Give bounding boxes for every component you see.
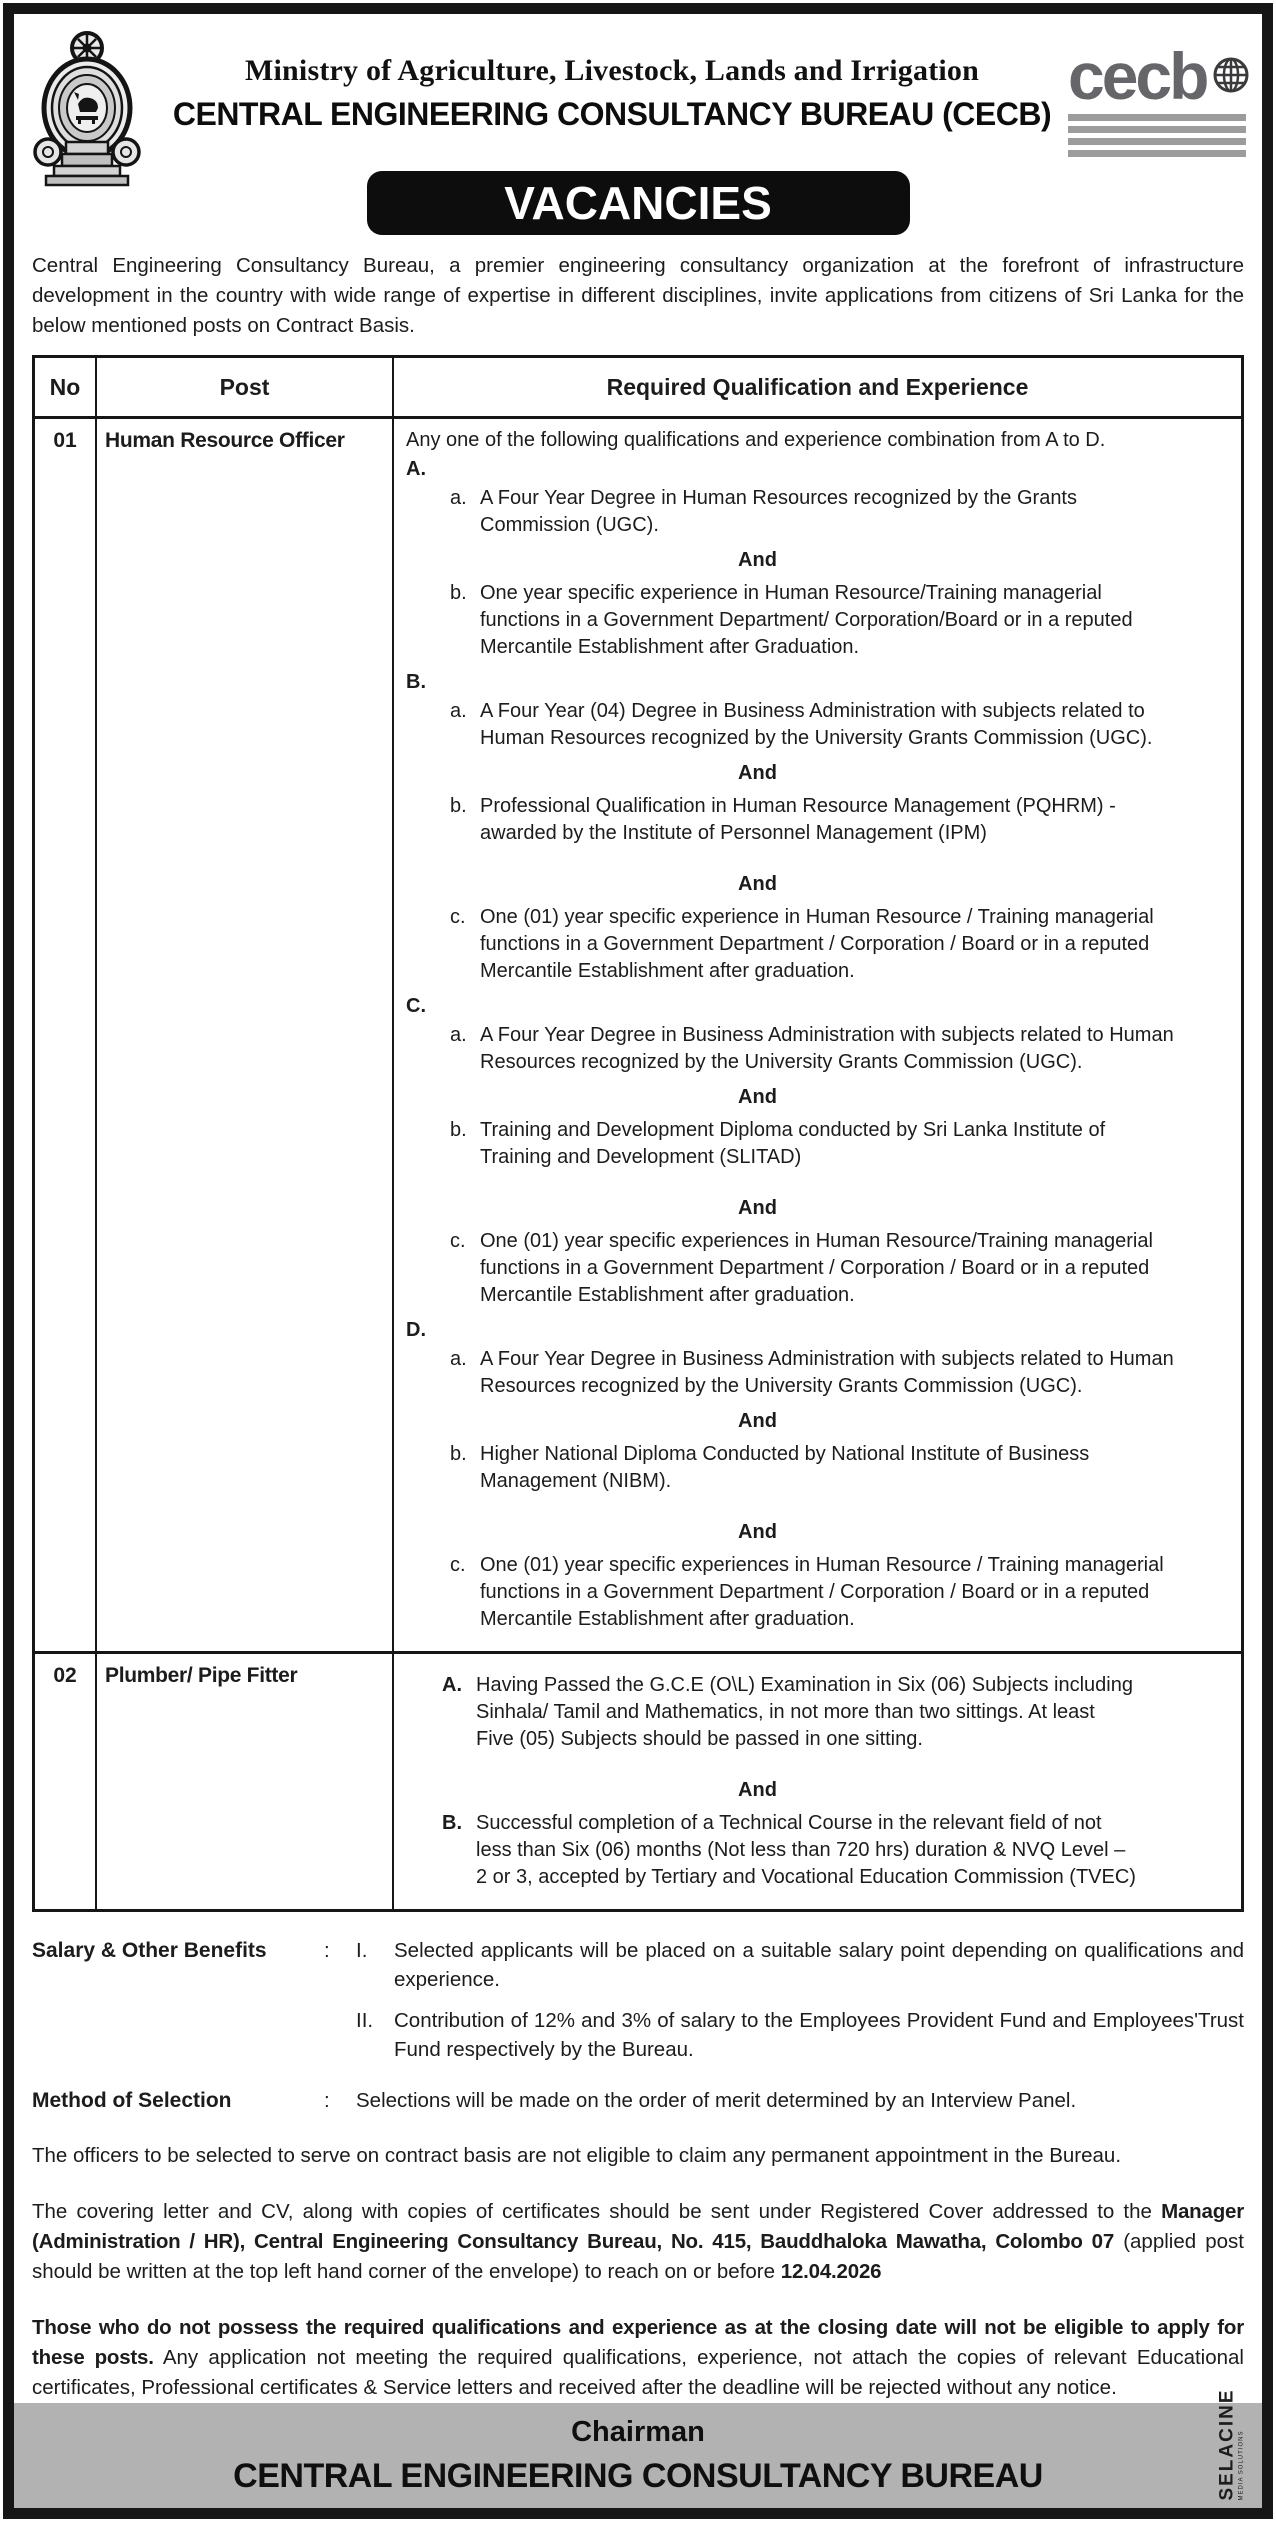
qualification-item [450, 1552, 1229, 1633]
item-marker: B. [442, 1812, 462, 1834]
qualification-item [450, 1228, 1229, 1309]
item-text: Professional Qualification in Human Resource Management (PQHRM) -awarded by the Institute of Personnel Management (IPM) [480, 795, 1116, 844]
item-marker: b. [450, 1443, 467, 1465]
globe-icon [1212, 56, 1250, 99]
row-no: 01 [35, 419, 97, 1651]
qualification-item [442, 1672, 1229, 1753]
signatory: Chairman [571, 2415, 705, 2448]
item-text: One (01) year specific experiences in Human Resource/Training managerial functions in a Government Department / Corporation / Board or in a reputed Mercantile Establishment after graduation. [480, 1230, 1153, 1306]
and-divider: And [738, 873, 777, 895]
disqualification-rest: Any application not meeting the required qualifications, experience, not attach the copies of relevant Educational certificates, Professional certificates & Service letters and received after the deadline will be rejected without any notice. [32, 2346, 1244, 2399]
and-divider: And [738, 1779, 777, 1801]
disqualification-paragraph [32, 2313, 1244, 2403]
item-marker: b. [450, 795, 467, 817]
item-marker: c. [450, 906, 466, 928]
table-row [35, 419, 1241, 1651]
agency-credit [1218, 2381, 1245, 2520]
column-header-no: No [35, 358, 97, 416]
item-text: A Four Year (04) Degree in Business Administration with subjects related to Human Resources recognized by the University Grants Commission (UGC). [480, 700, 1153, 749]
qualification-item [450, 1346, 1229, 1400]
ministry-title: Ministry of Agriculture, Livestock, Lands and Irrigation [245, 54, 979, 87]
benefit-item [356, 1936, 1244, 1994]
column-header-qualification: Required Qualification and Experience [606, 373, 1029, 400]
and-divider: And [738, 1086, 777, 1108]
application-paragraph [32, 2197, 1244, 2287]
item-text: A Four Year Degree in Human Resources recognized by the Grants Commission (UGC). [480, 487, 1077, 536]
method-of-selection-text: Selections will be made on the order of merit determined by an Interview Panel. [356, 2089, 1077, 2112]
item-marker: b. [450, 1119, 467, 1141]
salary-benefits-label: Salary & Other Benefits [32, 1939, 267, 1962]
cecb-logo-word: cecb [1068, 39, 1207, 113]
item-marker: II. [356, 2009, 374, 2032]
qualification-intro: Any one of the following qualifications and experience combination from A to D. [406, 429, 1106, 451]
item-marker: a. [450, 1024, 467, 1046]
selacine-monitor-icon [1221, 2507, 1241, 2519]
footer-organization: CENTRAL ENGINEERING CONSULTANCY BUREAU [233, 2456, 1043, 2495]
post-title: Human Resource Officer [97, 419, 394, 1651]
salary-benefits-items [356, 1936, 1244, 2076]
qualification-section-d [406, 1317, 1229, 1633]
section-label: C. [406, 995, 426, 1017]
organization-title: CENTRAL ENGINEERING CONSULTANCY BUREAU (CECB) [172, 96, 1052, 132]
item-text: Contribution of 12% and 3% of salary to the Employees Provident Fund and Employees'Trust Fund respectively by the Bureau. [394, 2009, 1244, 2061]
item-text: Training and Development Diploma conducted by Sri Lanka Institute of Training and Development (SLITAD) [480, 1119, 1106, 1168]
cecb-logo [1068, 30, 1252, 162]
colon: : [324, 2089, 330, 2112]
and-divider: And [738, 762, 777, 784]
item-marker: a. [450, 487, 467, 509]
contract-note-paragraph: The officers to be selected to serve on contract basis are not eligible to claim any permanent appointment in the Bureau. [32, 2144, 1122, 2167]
table-row [35, 1651, 1241, 1909]
agency-subtitle: MEDIA SOLUTIONS [1238, 2430, 1245, 2501]
post-title: Plumber/ Pipe Fitter [97, 1654, 394, 1909]
table-header-row [35, 358, 1241, 419]
benefit-item [356, 2006, 1244, 2064]
application-tail: (applied post should be written at the top left hand corner of the envelope) to reach on or before [32, 2230, 1244, 2283]
item-marker: a. [450, 1348, 467, 1370]
and-divider: And [738, 1197, 777, 1219]
section-label: B. [406, 671, 426, 693]
item-marker: A. [442, 1674, 462, 1696]
footer-band [14, 2387, 1262, 2508]
item-marker: b. [450, 582, 467, 604]
qualification-item [450, 1117, 1229, 1171]
item-text: One (01) year specific experiences in Human Resource / Training managerial functions in a Government Department / Corporation / Board or in a reputed Mercantile Establishment after graduation. [480, 1554, 1164, 1630]
item-text: Higher National Diploma Conducted by National Institute of Business Management (NIBM). [480, 1443, 1090, 1492]
item-text: One year specific experience in Human Resource/Training managerial functions in a Government Department/ Corporation/Board or in a reputed Mercantile Establishment after Graduation. [480, 582, 1133, 658]
item-marker: c. [450, 1230, 466, 1252]
salary-benefits-block [32, 1936, 1244, 2076]
section-label: A. [406, 458, 426, 480]
and-divider: And [738, 1410, 777, 1432]
disqualification-bold: Those who do not possess the required qualifications and experience as at the closing date will not be eligible to apply for these posts. [32, 2316, 1244, 2369]
application-deadline: 12.04.2026 [780, 2260, 882, 2283]
application-lead: The covering letter and CV, along with copies of certificates should be sent under Registered Cover addressed to the [32, 2200, 1152, 2223]
qualification-item [450, 1022, 1229, 1076]
title-block [156, 30, 1068, 133]
item-marker: c. [450, 1554, 466, 1576]
intro-paragraph: Central Engineering Consultancy Bureau, a premier engineering consultancy organization at the forefront of infrastructure development in the country with wide range of expertise in different disciplines, invite applications from citizens of Sri Lanka for the below mentioned posts on Contract Basis. [32, 254, 1244, 337]
item-text: Having Passed the G.C.E (O\L) Examination in Six (06) Subjects including Sinhala/ Tamil and Mathematics, in not more than two sittings. At least Five (05) Subjects should be passed in one sitting. [476, 1674, 1133, 1750]
row-no: 02 [35, 1654, 97, 1909]
qualification-item [450, 698, 1229, 752]
method-of-selection-label: Method of Selection [32, 2089, 232, 2112]
cecb-logo-stripes [1068, 114, 1252, 157]
and-divider: And [738, 549, 777, 571]
vacancy-table [32, 355, 1244, 1912]
qualification-section-b [406, 669, 1229, 985]
qualification-item [450, 580, 1229, 661]
qualification-item [450, 1441, 1229, 1495]
item-text: Selected applicants will be placed on a suitable salary point depending on qualifications and experience. [394, 1939, 1244, 1991]
qualification-section-a [406, 456, 1229, 661]
application-address: Manager (Administration / HR), Central Engineering Consultancy Bureau, No. 415, Bauddhaloka Mawatha, Colombo 07 [32, 2200, 1244, 2253]
agency-name: SELACINE [1216, 2387, 1238, 2501]
and-divider: And [738, 1521, 777, 1543]
item-text: A Four Year Degree in Business Administration with subjects related to Human Resources recognized by the University Grants Commission (UGC). [480, 1024, 1174, 1073]
qualification-item [450, 904, 1229, 985]
agency-name-block [1218, 2388, 1245, 2500]
vacancies-badge: VACANCIES [367, 171, 910, 235]
vacancies-badge-row [14, 171, 1262, 235]
qualification-item [450, 793, 1229, 847]
method-of-selection-block [32, 2086, 1244, 2115]
qualification-cell [394, 1654, 1241, 1909]
advertisement-frame [3, 3, 1273, 2519]
qualification-cell [394, 419, 1241, 1651]
item-marker: a. [450, 700, 467, 722]
colon: : [324, 1939, 330, 1962]
item-text: Successful completion of a Technical Course in the relevant field of not less than Six (06) months (Not less than 720 hrs) duration & NVQ Level – 2 or 3, accepted by Tertiary and Vocational Education Commission (TVEC) [476, 1812, 1136, 1888]
item-marker: I. [356, 1939, 368, 1962]
item-text: One (01) year specific experience in Human Resource / Training managerial functions in a Government Department / Corporation / Board or in a reputed Mercantile Establishment after graduation. [480, 906, 1154, 982]
qualification-item [442, 1810, 1229, 1891]
qualification-item [450, 485, 1229, 539]
section-label: D. [406, 1319, 426, 1341]
qualification-section-c [406, 993, 1229, 1309]
item-text: A Four Year Degree in Business Administration with subjects related to Human Resources recognized by the University Grants Commission (UGC). [480, 1348, 1174, 1397]
column-header-post: Post [97, 358, 394, 416]
